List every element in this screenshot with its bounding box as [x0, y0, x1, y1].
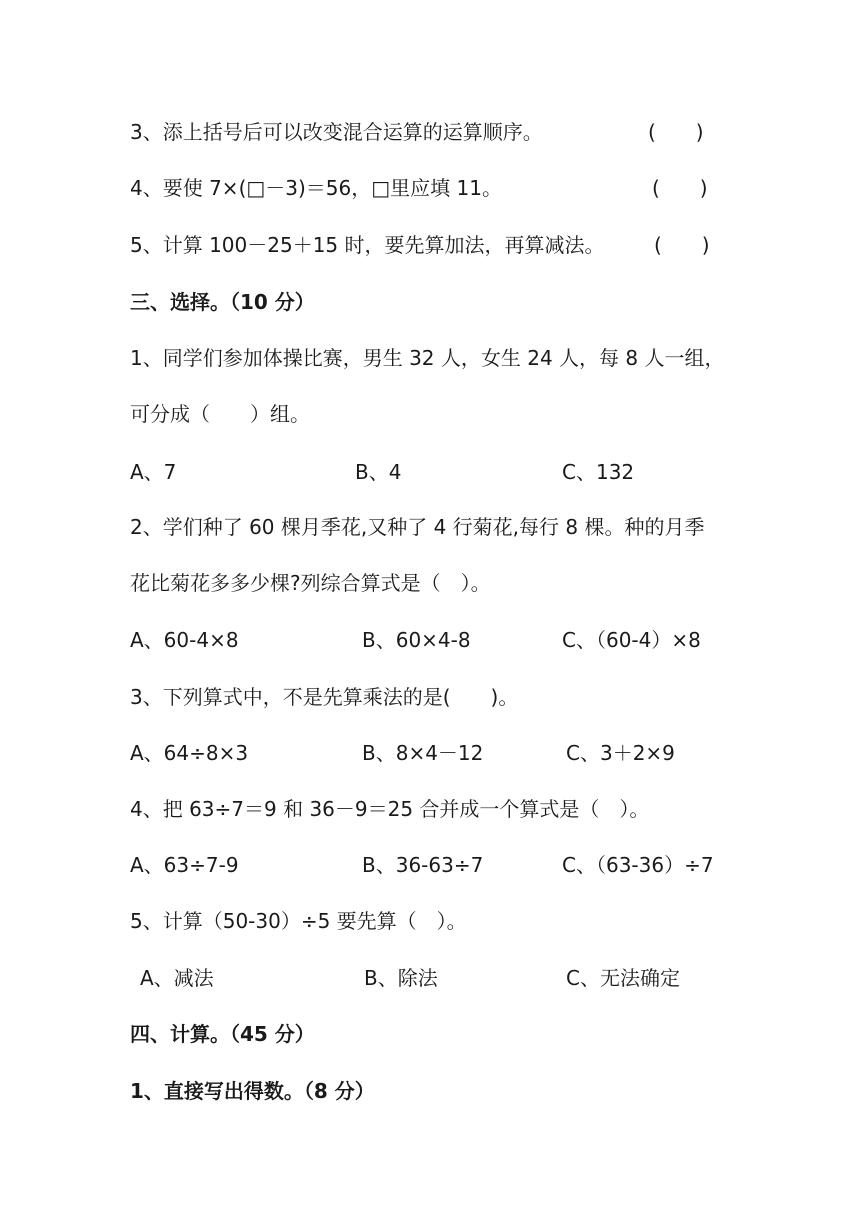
judge-q3-answer-blank[interactable]: ( ): [648, 120, 704, 144]
choice-q1-option-c[interactable]: C、132: [562, 460, 635, 484]
section-4-sub1-heading: 1、直接写出得数。（8 分）: [130, 1079, 375, 1103]
choice-q2-line2: 花比菊花多多少棵?列综合算式是（ ）。: [130, 571, 491, 595]
judge-q3-text: 3、添上括号后可以改变混合运算的运算顺序。: [130, 120, 543, 144]
judge-q5-text: 5、计算 100－25＋15 时，要先算加法，再算减法。: [130, 233, 605, 257]
choice-q4-option-c[interactable]: C、（63-36）÷7: [562, 853, 714, 877]
choice-q1-option-b[interactable]: B、4: [355, 460, 402, 484]
judge-q4-text: 4、要使 7×(□－3)＝56，□里应填 11。: [130, 176, 502, 200]
choice-q3-option-b[interactable]: B、8×4－12: [362, 741, 484, 765]
choice-q1-option-a[interactable]: A、7: [130, 460, 177, 484]
section-4-heading: 四、计算。（45 分）: [130, 1022, 315, 1046]
choice-q3-option-a[interactable]: A、64÷8×3: [130, 741, 249, 765]
choice-q4-option-b[interactable]: B、36-63÷7: [362, 853, 484, 877]
judge-q5-answer-blank[interactable]: ( ): [654, 233, 710, 257]
choice-q2-line1: 2、学们种了 60 棵月季花,又种了 4 行菊花,每行 8 棵。种的月季: [130, 515, 705, 539]
choice-q1-line2: 可分成（ ）组。: [130, 402, 310, 426]
choice-q2-option-c[interactable]: C、（60-4）×8: [562, 628, 701, 652]
judge-q4-answer-blank[interactable]: ( ): [652, 176, 708, 200]
choice-q5-option-b[interactable]: B、除法: [364, 966, 438, 990]
choice-q5-line1: 5、计算（50-30）÷5 要先算（ ）。: [130, 909, 467, 933]
choice-q4-option-a[interactable]: A、63÷7-9: [130, 853, 239, 877]
choice-q3-option-c[interactable]: C、3＋2×9: [566, 741, 675, 765]
choice-q5-option-a[interactable]: A、减法: [140, 966, 214, 990]
choice-q1-line1: 1、同学们参加体操比赛，男生 32 人，女生 24 人，每 8 人一组，: [130, 346, 725, 370]
choice-q4-line1: 4、把 63÷7＝9 和 36－9＝25 合并成一个算式是（ ）。: [130, 797, 650, 821]
choice-q5-option-c[interactable]: C、无法确定: [566, 966, 680, 990]
choice-q2-option-b[interactable]: B、60×4-8: [362, 628, 471, 652]
choice-q3-line1: 3、下列算式中，不是先算乘法的是( )。: [130, 685, 519, 709]
section-3-heading: 三、选择。（10 分）: [130, 290, 315, 314]
choice-q2-option-a[interactable]: A、60-4×8: [130, 628, 239, 652]
